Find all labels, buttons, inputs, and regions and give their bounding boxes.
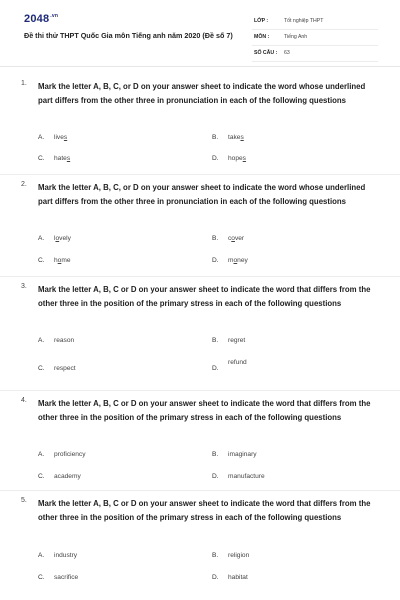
option-word: reason <box>54 337 75 344</box>
question-text: Mark the letter A, B, C, or D on your answer sheet to indicate the word whose underlined part differs from the other three in pronunciation in each of the following questions <box>38 82 366 105</box>
meta-row-class <box>252 14 378 30</box>
option-c[interactable] <box>38 574 78 581</box>
option-d[interactable] <box>212 257 248 264</box>
option-a[interactable] <box>38 552 77 559</box>
option-label: B. <box>212 337 219 344</box>
divider <box>0 174 400 175</box>
option-c[interactable] <box>38 257 71 264</box>
option-a[interactable] <box>38 451 86 458</box>
site-logo[interactable] <box>24 13 58 25</box>
question-number: 5. <box>21 497 27 504</box>
option-label: A. <box>38 134 45 141</box>
option-word: hopes <box>228 155 246 162</box>
option-word: manufacture <box>228 473 265 480</box>
logo-text: 2048 <box>24 13 50 25</box>
divider <box>0 490 400 491</box>
exam-header <box>0 0 400 67</box>
meta-value: Tốt nghiệp THPT <box>284 18 324 24</box>
question-number: 4. <box>21 397 27 404</box>
option-b[interactable] <box>212 552 249 559</box>
option-label: D. <box>212 365 219 372</box>
option-label: C. <box>38 574 45 581</box>
option-word: industry <box>54 552 78 559</box>
question-text: Mark the letter A, B, C or D on your answer sheet to indicate the word that differs from the other three in the position of the primary stress in each of the following questions <box>38 499 371 522</box>
question-number: 3. <box>21 283 27 290</box>
divider <box>0 276 400 277</box>
meta-key: SỐ CÂU : <box>254 50 278 56</box>
logo-suffix: .vn <box>50 13 59 20</box>
option-word: habitat <box>228 574 248 581</box>
meta-value: 63 <box>284 50 290 56</box>
option-word: refund <box>228 359 247 366</box>
option-c[interactable] <box>38 155 70 162</box>
option-label: B. <box>212 552 219 559</box>
option-label: A. <box>38 552 45 559</box>
option-label: B. <box>212 451 219 458</box>
option-a[interactable] <box>38 134 67 141</box>
option-d[interactable] <box>212 574 248 581</box>
option-word: lives <box>54 134 68 141</box>
option-label: C. <box>38 155 45 162</box>
option-b[interactable] <box>212 337 245 344</box>
option-word: respect <box>54 365 76 372</box>
option-word: takes <box>228 134 244 141</box>
option-word: money <box>228 257 248 264</box>
option-label: D. <box>212 155 219 162</box>
option-word: imaginary <box>228 451 257 458</box>
option-label: A. <box>38 337 45 344</box>
option-label: D. <box>212 473 219 480</box>
option-d[interactable] <box>212 359 247 372</box>
option-word: cover <box>228 235 245 242</box>
option-c[interactable] <box>38 473 81 480</box>
meta-key: MÔN : <box>254 34 270 40</box>
option-a[interactable] <box>38 337 74 344</box>
meta-key: LỚP : <box>254 18 269 24</box>
option-word: home <box>54 257 71 264</box>
question-text: Mark the letter A, B, C or D on your answer sheet to indicate the word that differs from the other three in the position of the primary stress in each of the following questions <box>38 285 371 308</box>
option-word: religion <box>228 552 250 559</box>
question-text: Mark the letter A, B, C, or D on your answer sheet to indicate the word whose underlined part differs from the other three in pronunciation in each of the following questions <box>38 183 366 206</box>
option-label: C. <box>38 365 45 372</box>
option-c[interactable] <box>38 365 76 372</box>
option-label: A. <box>38 451 45 458</box>
option-label: C. <box>38 473 45 480</box>
option-a[interactable] <box>38 235 71 242</box>
exam-title: Đề thi thử THPT Quốc Gia môn Tiếng anh năm 2020 (Đề số 7) <box>24 31 233 40</box>
question-text: Mark the letter A, B, C or D on your answer sheet to indicate the word that differs from the other three in the position of the primary stress in each of the following questions <box>38 399 371 422</box>
meta-row-question-count <box>252 46 378 62</box>
exam-meta-table <box>252 14 378 62</box>
option-d[interactable] <box>212 155 246 162</box>
option-b[interactable] <box>212 451 257 458</box>
option-label: D. <box>212 574 219 581</box>
option-label: A. <box>38 235 45 242</box>
question-number: 1. <box>21 80 27 87</box>
option-word: proficiency <box>54 451 86 458</box>
option-b[interactable] <box>212 235 244 242</box>
divider <box>0 390 400 391</box>
question-number: 2. <box>21 181 27 188</box>
option-word: lovely <box>54 235 71 242</box>
option-label: D. <box>212 257 219 264</box>
option-word: sacrifice <box>54 574 79 581</box>
option-b[interactable] <box>212 134 244 141</box>
option-label: B. <box>212 235 219 242</box>
option-word: academy <box>54 473 81 480</box>
option-label: C. <box>38 257 45 264</box>
meta-row-subject <box>252 30 378 46</box>
option-label: B. <box>212 134 219 141</box>
meta-value: Tiếng Anh <box>284 34 308 40</box>
option-word: regret <box>228 337 246 344</box>
option-word: hates <box>54 155 71 162</box>
option-d[interactable] <box>212 473 265 480</box>
